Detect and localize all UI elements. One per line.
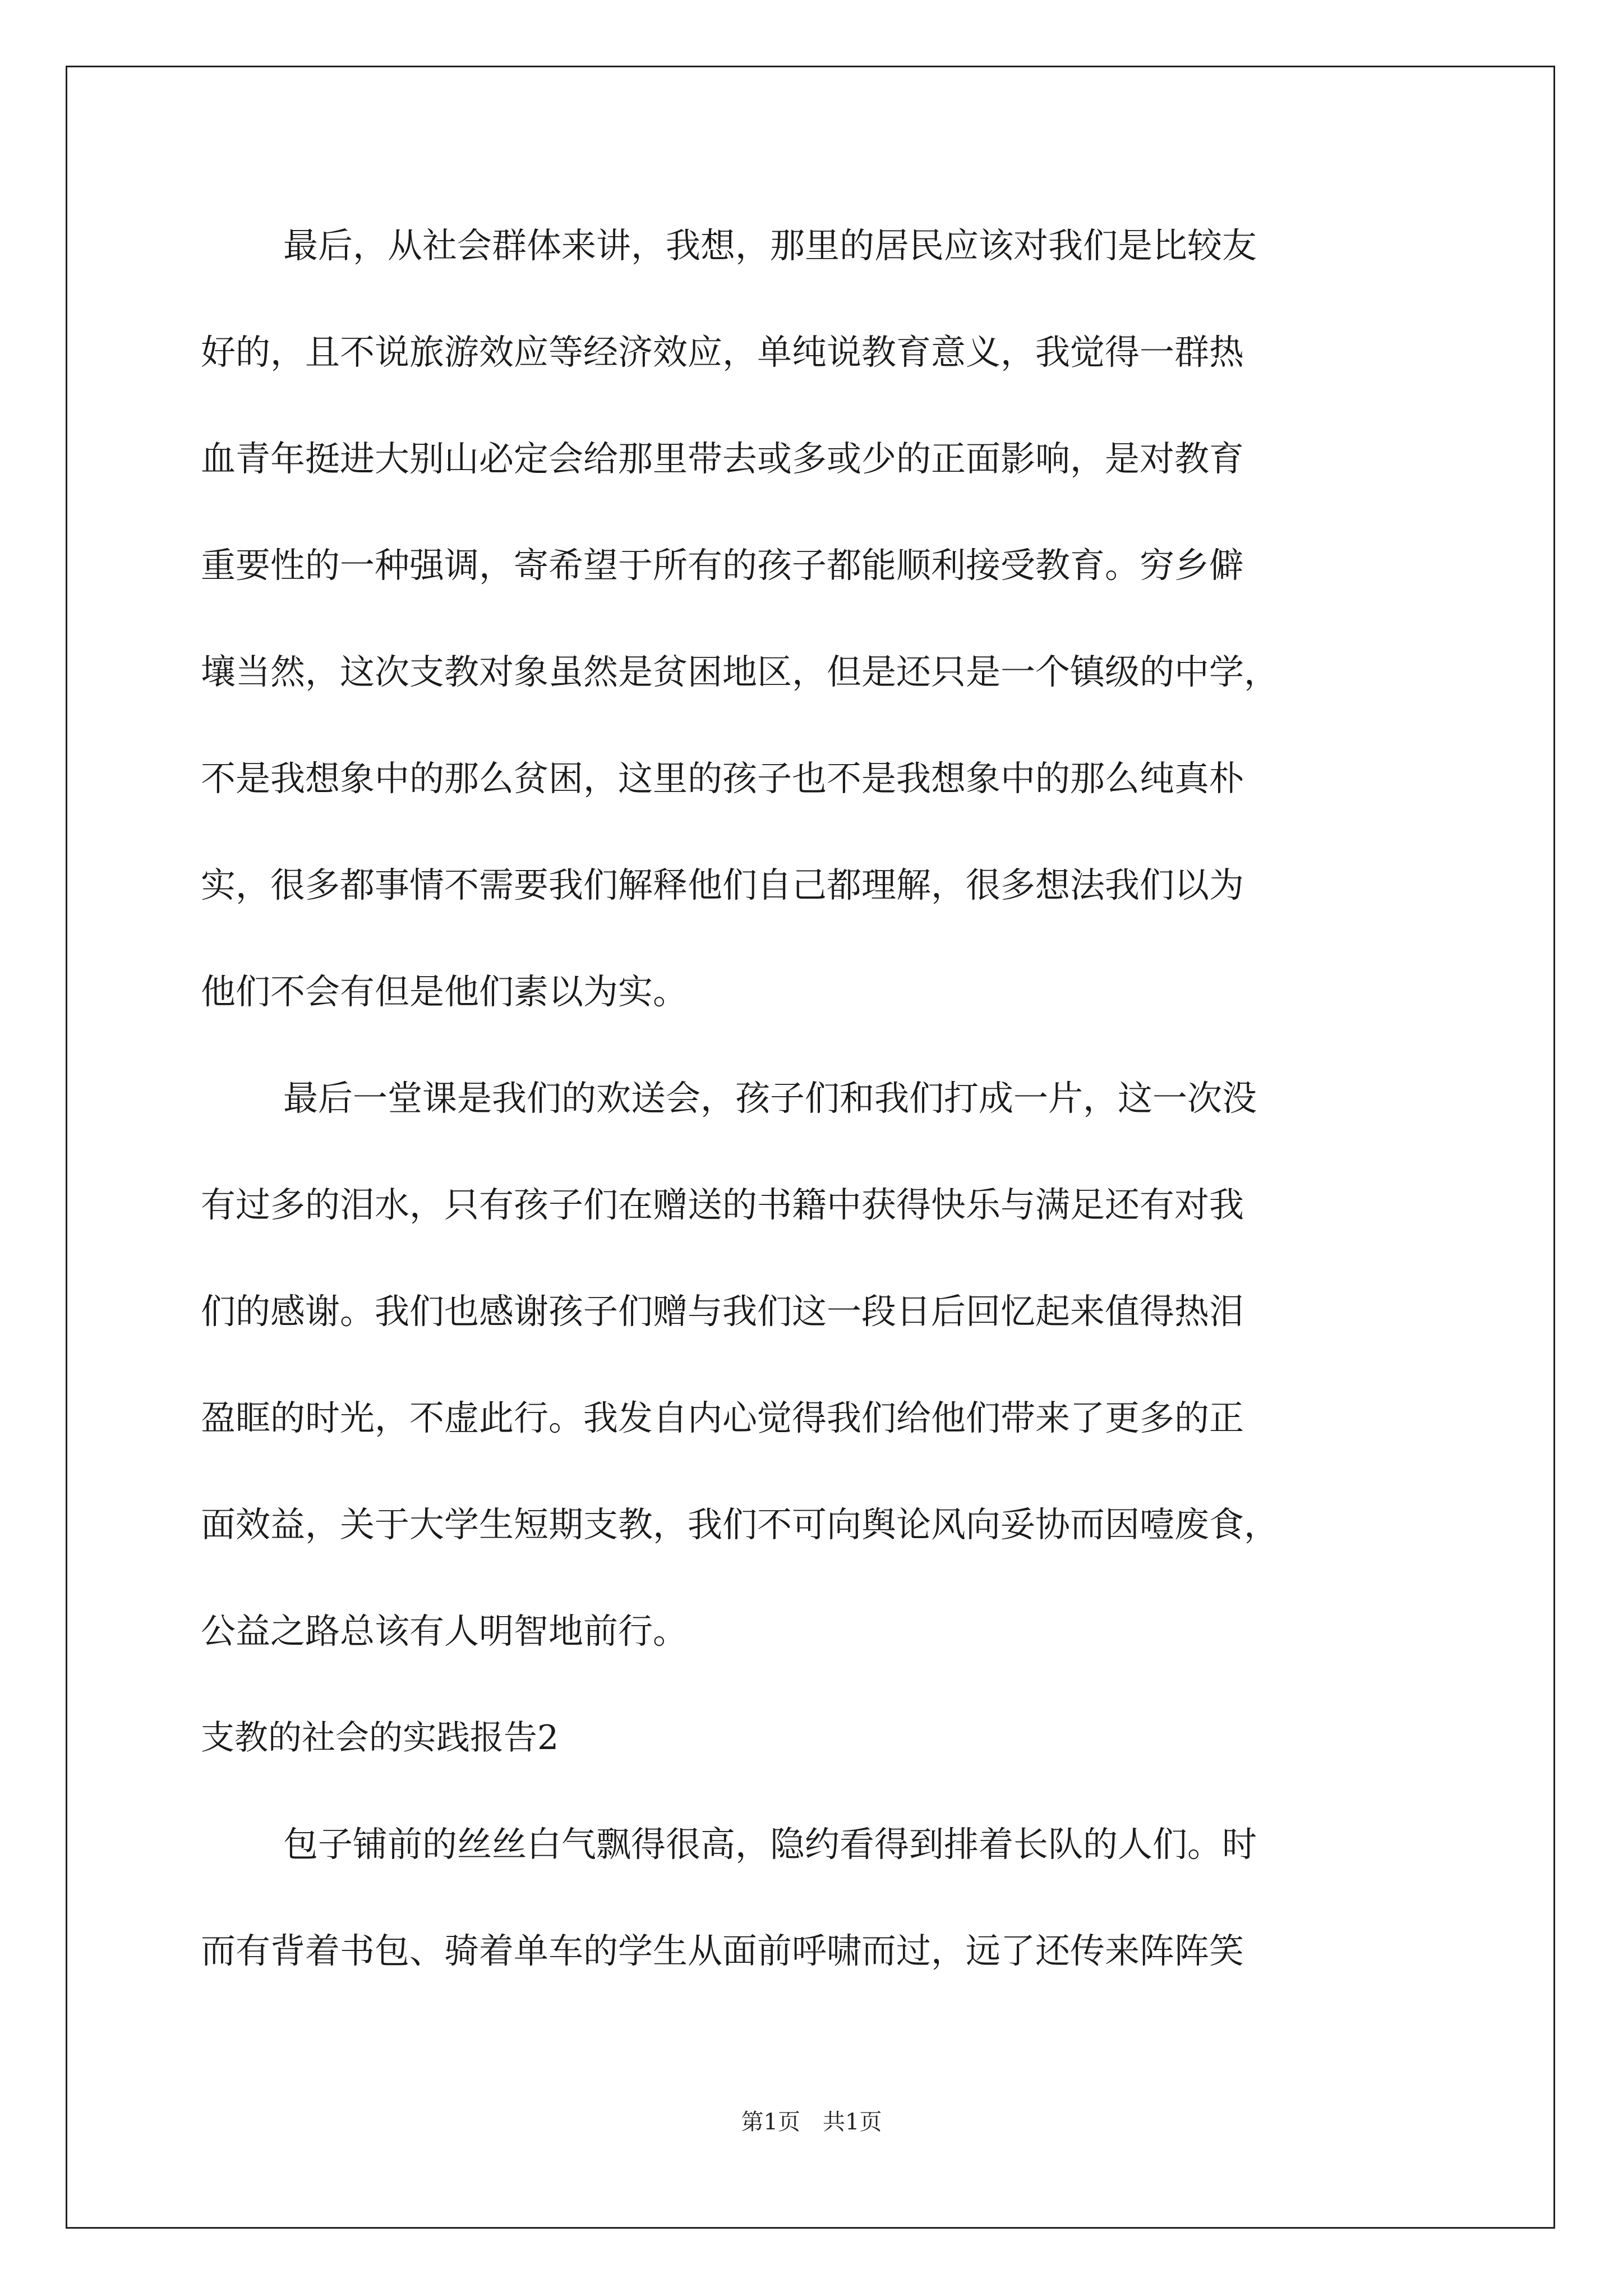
paragraph-1-line-8: 他们不会有但是他们素以为实。 — [201, 971, 688, 1012]
paragraph-3-line-2: 而有背着书包、骑着单车的学生从面前呼啸而过，远了还传来阵阵笑 — [201, 1930, 1244, 1971]
section-heading: 支教的社会的实践报告2 — [201, 1718, 559, 1757]
paragraph-2-line-5: 面效益，关于大学生短期支教，我们不可向舆论风向妥协而因噎废食， — [201, 1504, 1279, 1545]
paragraph-1-line-6: 不是我想象中的那么贫困，这里的孩子也不是我想象中的那么纯真朴 — [201, 758, 1244, 799]
paragraph-2-line-3: 们的感谢。我们也感谢孩子们赠与我们这一段日后回忆起来值得热泪 — [201, 1291, 1244, 1332]
paragraph-3-line-1: 包子铺前的丝丝白气飘得很高，隐约看得到排着长队的人们。时 — [283, 1824, 1257, 1865]
paragraph-1-line-5: 壤当然，这次支教对象虽然是贫困地区，但是还只是一个镇级的中学， — [201, 651, 1279, 692]
paragraph-1-line-1: 最后，从社会群体来讲，我想，那里的居民应该对我们是比较友 — [283, 225, 1257, 266]
paragraph-1-line-2: 好的，且不说旅游效应等经济效应，单纯说教育意义，我觉得一群热 — [201, 332, 1244, 372]
paragraph-1-line-7: 实，很多都事情不需要我们解释他们自己都理解，很多想法我们以为 — [201, 864, 1244, 905]
paragraph-2-line-1: 最后一堂课是我们的欢送会，孩子们和我们打成一片，这一次没 — [283, 1078, 1257, 1119]
page-border — [66, 66, 1555, 2229]
paragraph-2-line-2: 有过多的泪水，只有孩子们在赠送的书籍中获得快乐与满足还有对我 — [201, 1184, 1244, 1225]
paragraph-2-line-4: 盈眶的时光，不虚此行。我发自内心觉得我们给他们带来了更多的正 — [201, 1397, 1244, 1438]
paragraph-1-line-4: 重要性的一种强调，寄希望于所有的孩子都能顺利接受教育。穷乡僻 — [201, 545, 1244, 586]
paragraph-1-line-3: 血青年挺进大别山必定会给那里带去或多或少的正面影响，是对教育 — [201, 438, 1244, 479]
page-number-footer: 第1页 共1页 — [741, 2109, 882, 2135]
paragraph-2-line-6: 公益之路总该有人明智地前行。 — [201, 1611, 688, 1651]
